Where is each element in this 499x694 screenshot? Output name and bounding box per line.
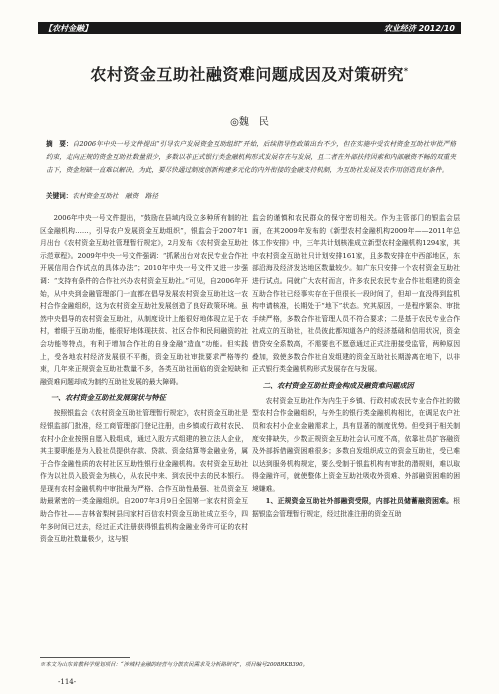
footnote-rule [40, 657, 130, 658]
journal-header-bar [38, 22, 461, 34]
section2-paragraph: 农村资金互助社作为内生于乡镇、行政村或农民专业合作社的微型农村合作金融组织，与外生的银行类金融机构相比，在调足农户社员和农村小企业金融需求上，具有显著的制度优势。但受到于相关制度安排缺失，少数正规资金互助社会认可度不高，依靠社员扩容融资及外部拆借融资困难很多；多数自发组织成立的资金互助社，受已难以达到服务机构规定，要么受制于银监机构有审批的潜规则，难以取得金融许可，就使整体上资金互助社吸收外资难、外部融资困难的困境嫌难。 [252, 396, 460, 493]
keywords [46, 190, 456, 200]
abstract-text: 自2006年中央一号文件提出“引导农户发展资金互助组织”开始，后续指导性政策出台不少，但在实施中受农村资金互助社审批严格约束，走向正规的资金互助社数量很少，多数以非正式银行类金融机构形式发展存在与发展，且二者在外部扶持因素和内部融资不畅的双重夹击下，资金短缺一直难以解决。为此，要尽快通过制度创新构建多元化的内外衔接的金融支持机制，为互助社发展及农作用创造良好条件。 [46, 140, 457, 174]
page-number: -114- [58, 678, 77, 686]
left-column [40, 212, 248, 546]
abstract-label: 摘 要： [46, 140, 73, 148]
header-section-label: 【农村金融】 [44, 23, 92, 33]
footnote-text: 本文为山东省教科学规划项目：“涉城村金融的经营与分散农民需求及分析路研究”，项目编号2008RKB390。 [45, 662, 308, 668]
intro-paragraph: 2006年中央一号文件提出，“鼓励在县域内设立多种所有制的社区金融机构……，引导农户发展资金互助组织”，银监会于2007年1月出台《农村资金互助社管理暂行规定》，2月发布《农村资金互助社示范章程》。2009年中央一号文件强调：“抓紧出台对农民专业合作社开展信用合作试点的具体办法”；2010年中央一号文件又进一步强调：“支持有条件的合作社兴办农村资金互助社。”可见，自2006年开始，从中央到金融管理部门一直都在倡导发展农村资金互助社这一农村合作金融组织，这为农村资金互助社发展创造了良好政策环境。虽然中央倡导的农村资金互助社，从制度设计上能很好地体现立足于农村，着眼于互助功能，能很好地体现扶贫、社区合作和民间融资的社会功能等特点，有利于增加合作社的自身金融“造血”功能。但实践上，受各地农村经济发展很不平衡，资金互助社审批要求严格等约束，几年来正规资金互助社数量不多，各类互助社面临的资金短缺和融资难问题却成为制约互助社发展的最大障碍。 [40, 214, 248, 386]
item1-text: 根据银监会管理暂行规定，经过批准注册的资金互助 [252, 497, 460, 519]
title-footnote-mark: * [403, 65, 409, 76]
section1-paragraph: 按照银监会《农村资金互助社管理暂行规定》，农村资金互助社是经银监部门批准，经工商管理部门登记注册，由乡镇或行政村农民、农村小企业按照自愿入股组成，通过入股方式组建的独立法人企业，其主要职能是为入股社员提供存款、贷款、资金结算等金融业务，属于合作金融性质的农村社区互助性银行业金融机构。农村资金互助社作为以社员入股资金为核心，从农民中来、到农民中去的民本银行。是现有农村金融机构中审批最为严格、合作互助性最强、社员资金互助最紧密的一类金融组织。自2007年3月9日全国第一家农村资金互助合作社——吉林省梨树县闫家村百信农村资金互助社成立至今，四年多时间已过去，经过正式注册获得银监机构金融业务许可证的农村资金互助社数量极少，这与银 [40, 409, 248, 544]
item1-paragraph [252, 495, 460, 520]
article-title [38, 62, 461, 85]
abstract [46, 138, 456, 177]
section2-heading: 二、农村资金互助社资金构成及融资难问题成因 [262, 380, 414, 390]
section1-heading: 一、农村资金互助社发展现状与特征 [50, 393, 166, 403]
keywords-text: 农村资金互助社 融资 路径 [72, 192, 159, 200]
article-title-text: 农村资金互助社融资难问题成因及对策研究 [90, 65, 404, 84]
item1-label: 1、正规资金互助社外部融资受限，内部社员储蓄融资困难。 [265, 497, 454, 506]
keywords-label: 关键词： [46, 192, 73, 200]
footnote-mark: ※ [40, 662, 46, 668]
header-journal-issue: 农业经济 2012/10 [383, 23, 455, 33]
article-author: ◎魏 民 [230, 117, 269, 128]
continued-paragraph: 监会的谨慎和农民群众的保守密切相关。作为主管部门的银监会层面，在其2009年发布的《新型农村金融机构2009年——2011年总体工作安排》中，三年共计划核准成立新型农村金融机构1294家，其中农村资金互助社只计划安排161家，且多数安排在中西部地区，东部沿海及经济发达地区数量较少。如广东只安排一个农村资金互助社进行试点。同就广大农村而言，许多农民农民专业合作社组建的资金互助合作社已经事实存在于但很长一段时间了，但却一直没得到监机构申请核准，长期处于“地下”状态。究其原因，一是程序繁杂、审批手续严格，多数合作社管理人员不符合要求；二是基于农民专业合作社成立的互助社，社员彼此都知道各户的经济基础和信用状况，资金借贷安全系数高，不需要也不愿意通过正式注册接受监管，两种原因叠加，致使多数合作社自发组建的资金互助社长期游离在地下，以非正式银行类金融机构形式发展存在与发展。 [252, 214, 460, 374]
footnote [40, 660, 460, 668]
right-column [252, 212, 460, 521]
